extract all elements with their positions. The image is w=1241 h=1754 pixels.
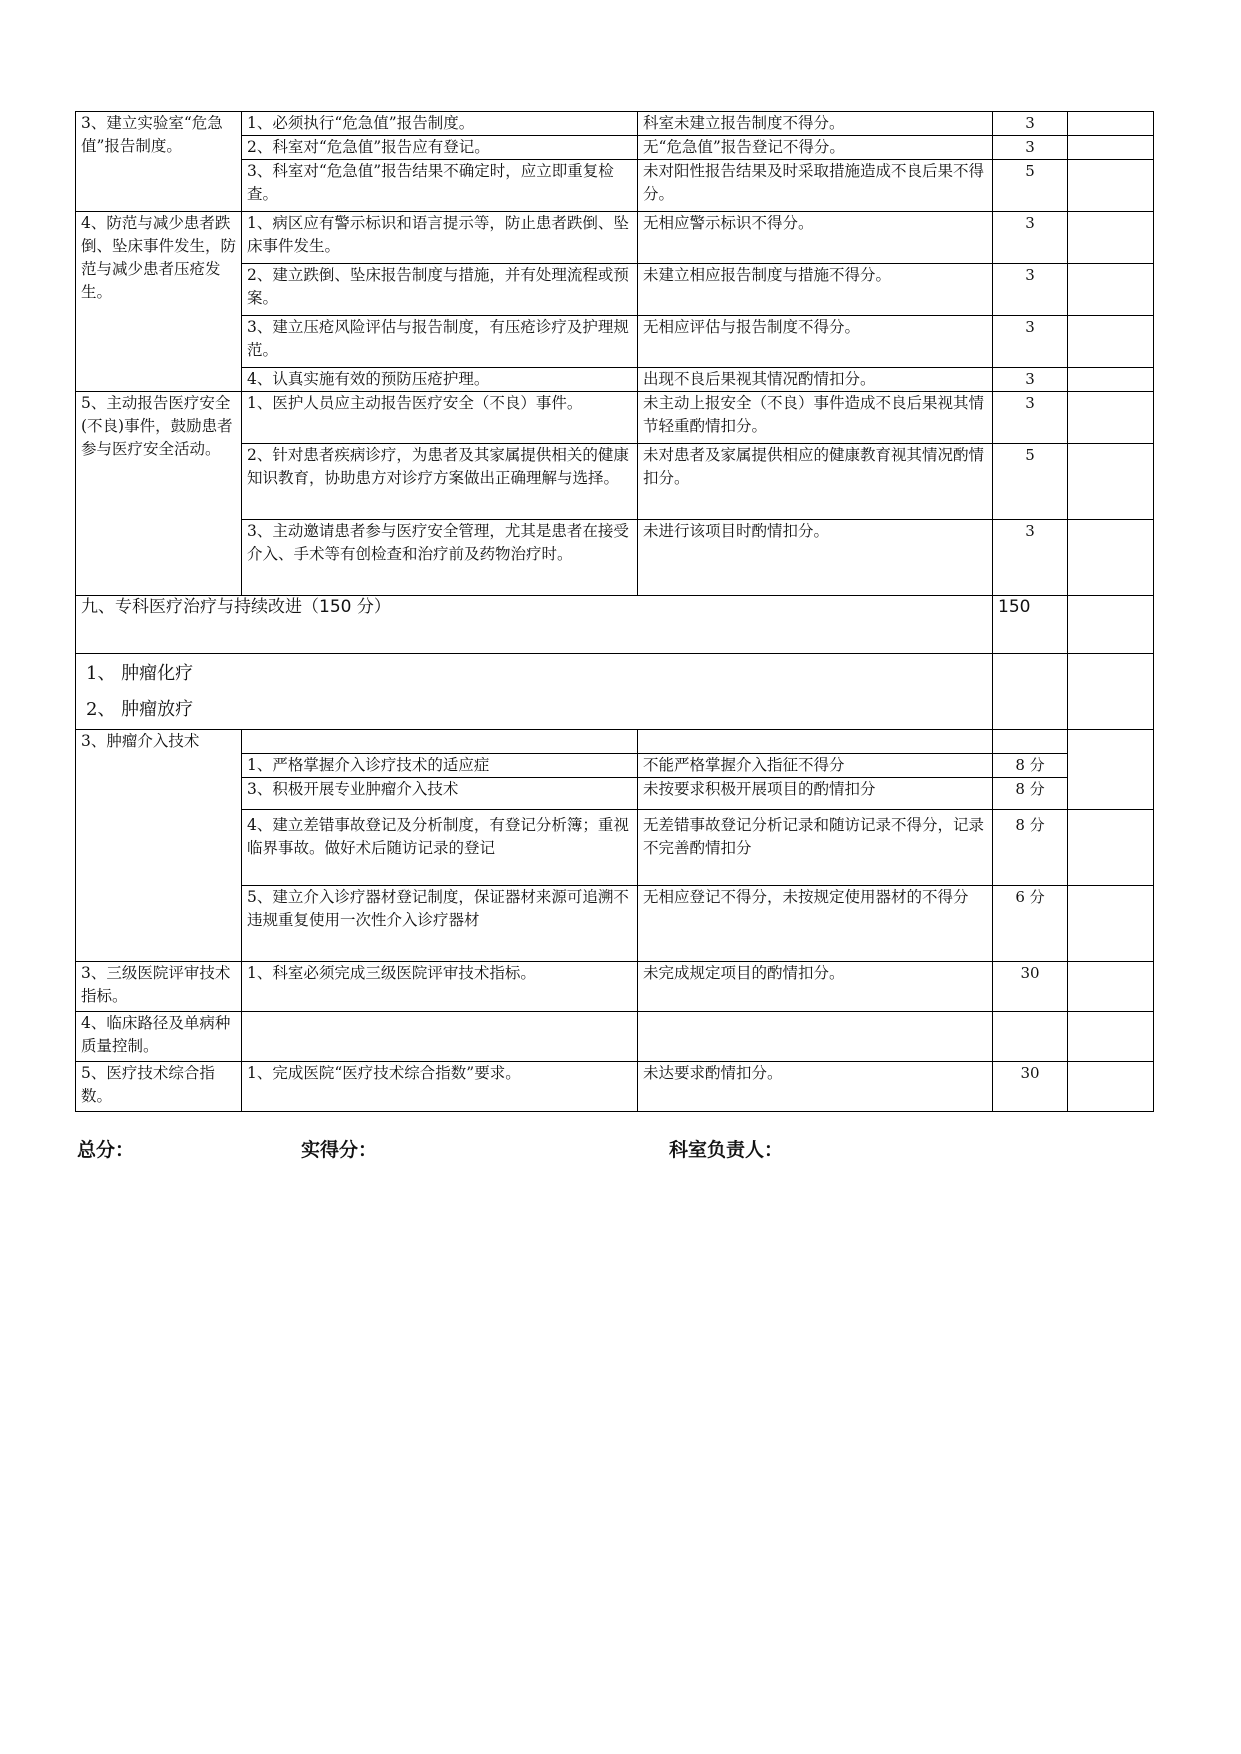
table-row	[76, 730, 1154, 754]
deduction-cell: 未完成规定项目的酌情扣分。	[638, 962, 993, 1012]
requirement-cell: 3、主动邀请患者参与医疗安全管理，尤其是患者在接受介入、手术等有创检查和治疗前及药物治疗时。	[242, 520, 638, 596]
requirement-cell	[242, 1012, 638, 1062]
actual-score-cell	[1068, 368, 1154, 392]
section-title: 九、专科医疗治疗与持续改进（150 分）	[76, 596, 993, 654]
score-cell: 30	[993, 1062, 1068, 1112]
category-cell: 3、肿瘤介入技术	[76, 730, 242, 962]
score-cell: 3	[993, 264, 1068, 316]
requirement-cell: 1、严格掌握介入诊疗技术的适应症	[242, 754, 638, 778]
requirement-cell: 2、针对患者疾病诊疗，为患者及其家属提供相关的健康知识教育，协助患方对诊疗方案做出正确理解与选择。	[242, 444, 638, 520]
requirement-cell: 1、必须执行“危急值”报告制度。	[242, 112, 638, 136]
score-cell: 3	[993, 392, 1068, 444]
deduction-cell: 未对患者及家属提供相应的健康教育视其情况酌情扣分。	[638, 444, 993, 520]
category-cell: 5、医疗技术综合指数。	[76, 1062, 242, 1112]
actual-score-label: 实得分：	[301, 1139, 378, 1161]
deduction-cell: 未建立相应报告制度与措施不得分。	[638, 264, 993, 316]
requirement-cell: 1、完成医院“医疗技术综合指数”要求。	[242, 1062, 638, 1112]
subitems-row	[76, 654, 1154, 730]
deduction-cell: 未达要求酌情扣分。	[638, 1062, 993, 1112]
requirement-cell: 3、科室对“危急值”报告结果不确定时，应立即重复检查。	[242, 160, 638, 212]
actual-score-cell	[1068, 886, 1154, 962]
actual-score-cell	[1068, 520, 1154, 596]
deduction-cell: 未主动上报安全（不良）事件造成不良后果视其情节轻重酌情扣分。	[638, 392, 993, 444]
table-row	[76, 392, 1154, 444]
section-score: 150	[993, 596, 1068, 654]
deduction-cell: 未对阳性报告结果及时采取措施造成不良后果不得分。	[638, 160, 993, 212]
score-cell	[993, 654, 1068, 730]
actual-score-cell	[1068, 810, 1154, 886]
actual-score-cell	[1068, 212, 1154, 264]
total-score-label: 总分：	[77, 1139, 135, 1161]
score-cell: 3	[993, 368, 1068, 392]
table-row	[76, 1062, 1154, 1112]
requirement-cell: 1、科室必须完成三级医院评审技术指标。	[242, 962, 638, 1012]
requirement-cell	[242, 730, 638, 754]
deduction-cell: 未按要求积极开展项目的酌情扣分	[638, 778, 993, 810]
deduction-cell: 未进行该项目时酌情扣分。	[638, 520, 993, 596]
deduction-cell: 无相应登记不得分，未按规定使用器材的不得分	[638, 886, 993, 962]
department-head-label: 科室负责人：	[669, 1139, 784, 1161]
score-cell: 3	[993, 136, 1068, 160]
score-cell	[993, 730, 1068, 754]
deduction-cell: 出现不良后果视其情况酌情扣分。	[638, 368, 993, 392]
deduction-cell: 科室未建立报告制度不得分。	[638, 112, 993, 136]
table-row	[76, 212, 1154, 264]
deduction-cell	[638, 1012, 993, 1062]
deduction-cell: 不能严格掌握介入指征不得分	[638, 754, 993, 778]
requirement-cell: 2、科室对“危急值”报告应有登记。	[242, 136, 638, 160]
actual-score-cell	[1068, 160, 1154, 212]
score-cell: 3	[993, 316, 1068, 368]
score-cell: 5	[993, 444, 1068, 520]
actual-score-cell	[1068, 316, 1154, 368]
actual-score-cell	[1068, 136, 1154, 160]
category-cell: 4、防范与减少患者跌倒、坠床事件发生，防范与减少患者压疮发生。	[76, 212, 242, 392]
table-row	[76, 1012, 1154, 1062]
category-cell: 3、建立实验室“危急值”报告制度。	[76, 112, 242, 212]
subitem-chemotherapy: 1、 肿瘤化疗	[86, 662, 194, 684]
actual-score-cell	[1068, 1012, 1154, 1062]
deduction-cell: 无相应警示标识不得分。	[638, 212, 993, 264]
score-cell: 30	[993, 962, 1068, 1012]
requirement-cell: 1、病区应有警示标识和语言提示等，防止患者跌倒、坠床事件发生。	[242, 212, 638, 264]
actual-score-cell	[1068, 730, 1154, 810]
category-cell: 3、三级医院评审技术指标。	[76, 962, 242, 1012]
score-cell	[993, 1012, 1068, 1062]
score-cell: 8 分	[993, 810, 1068, 886]
section-header-row	[76, 596, 1154, 654]
subitem-radiotherapy: 2、 肿瘤放疗	[86, 698, 194, 720]
deduction-cell: 无差错事故登记分析记录和随访记录不得分，记录不完善酌情扣分	[638, 810, 993, 886]
requirement-cell: 4、认真实施有效的预防压疮护理。	[242, 368, 638, 392]
deduction-cell: 无“危急值”报告登记不得分。	[638, 136, 993, 160]
actual-score-cell	[1068, 112, 1154, 136]
score-cell: 3	[993, 212, 1068, 264]
actual-score-cell	[1068, 1062, 1154, 1112]
category-cell: 5、主动报告医疗安全(不良)事件，鼓励患者参与医疗安全活动。	[76, 392, 242, 596]
table-row	[76, 112, 1154, 136]
requirement-cell: 3、建立压疮风险评估与报告制度，有压疮诊疗及护理规范。	[242, 316, 638, 368]
category-cell: 4、临床路径及单病种质量控制。	[76, 1012, 242, 1062]
actual-score-cell	[1068, 654, 1154, 730]
requirement-cell: 4、建立差错事故登记及分析制度，有登记分析簿；重视临界事故。做好术后随访记录的登记	[242, 810, 638, 886]
score-cell: 8 分	[993, 754, 1068, 778]
requirement-cell: 3、积极开展专业肿瘤介入技术	[242, 778, 638, 810]
score-cell: 3	[993, 112, 1068, 136]
actual-score-cell	[1068, 596, 1154, 654]
actual-score-cell	[1068, 962, 1154, 1012]
subitems-cell	[76, 654, 993, 730]
deduction-cell	[638, 730, 993, 754]
requirement-cell: 5、建立介入诊疗器材登记制度，保证器材来源可追溯不违规重复使用一次性介入诊疗器材	[242, 886, 638, 962]
requirement-cell: 2、建立跌倒、坠床报告制度与措施，并有处理流程或预案。	[242, 264, 638, 316]
actual-score-cell	[1068, 392, 1154, 444]
score-cell: 5	[993, 160, 1068, 212]
actual-score-cell	[1068, 264, 1154, 316]
score-cell: 8 分	[993, 778, 1068, 810]
requirement-cell: 1、医护人员应主动报告医疗安全（不良）事件。	[242, 392, 638, 444]
evaluation-table	[75, 111, 1154, 1112]
signature-footer	[75, 1135, 1153, 1165]
actual-score-cell	[1068, 444, 1154, 520]
score-cell: 6 分	[993, 886, 1068, 962]
score-cell: 3	[993, 520, 1068, 596]
deduction-cell: 无相应评估与报告制度不得分。	[638, 316, 993, 368]
table-row	[76, 962, 1154, 1012]
